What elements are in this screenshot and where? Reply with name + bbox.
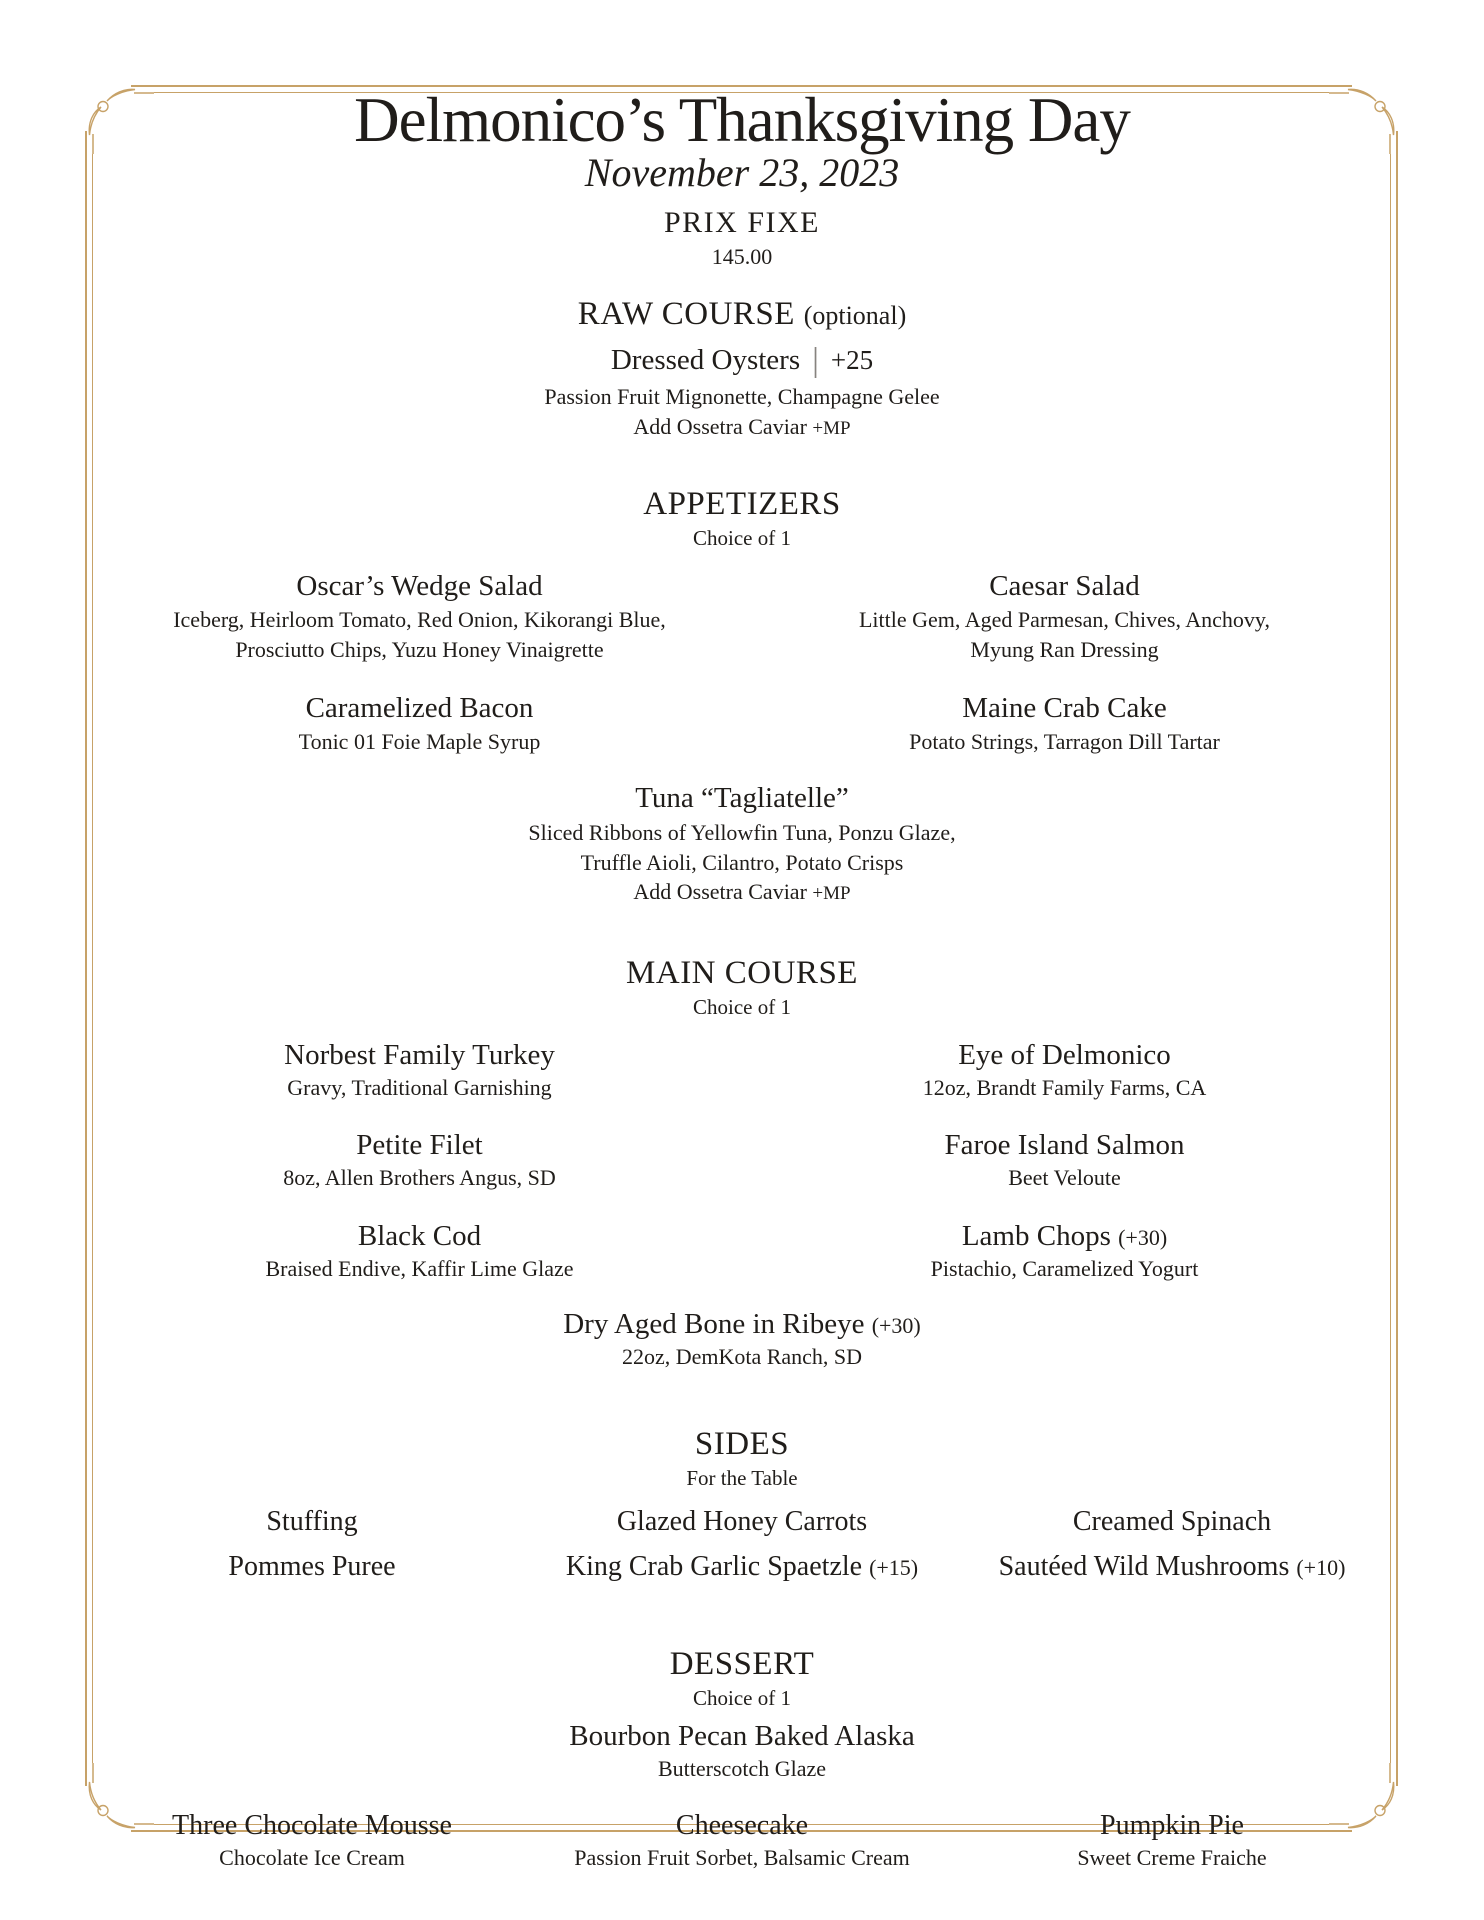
item-name: Caesar Salad [989, 569, 1140, 602]
item-name: Creamed Spinach [1072, 1505, 1272, 1537]
menu-item [97, 781, 1387, 907]
page-title: Delmonico’s Thanksgiving Day [354, 85, 1130, 155]
menu-row [97, 1550, 1387, 1584]
item-name: Stuffing [266, 1505, 358, 1537]
menu-item [742, 691, 1387, 757]
menu-row [97, 1128, 1387, 1192]
menu-item [97, 1219, 742, 1283]
section-heading: MAIN COURSE [626, 955, 858, 992]
menu-row [97, 1809, 1387, 1872]
item-name: Faroe Island Salmon [944, 1129, 1185, 1162]
menu-item [97, 569, 742, 665]
section-sides [97, 1426, 1387, 1584]
item-desc: Beet Veloute [1008, 1165, 1121, 1191]
menu-row [97, 1038, 1387, 1102]
section-note: Choice of 1 [693, 994, 791, 1019]
menu-item [97, 1719, 1387, 1783]
item-name: Lamb Chops (+30) [961, 1219, 1168, 1252]
menu-item [742, 1038, 1387, 1102]
item-desc: Passion Fruit Sorbet, Balsamic Cream [574, 1845, 910, 1871]
item-desc: Pistachio, Caramelized Yogurt [930, 1255, 1199, 1281]
item-price: (+30) [871, 1313, 921, 1339]
item-name: Tuna “Tagliatelle” [635, 782, 849, 815]
item-name: Glazed Honey Carrots [616, 1505, 868, 1537]
price-divider: | [812, 342, 819, 380]
item-desc: Prosciutto Chips, Yuzu Honey Vinaigrette [235, 636, 604, 662]
menu-item [742, 1219, 1387, 1283]
section-heading: SIDES [694, 1425, 790, 1462]
menu-item [97, 1307, 1387, 1371]
menu-item [97, 1128, 742, 1192]
item-name: Caramelized Bacon [305, 691, 534, 724]
item-name: Three Chocolate Mousse [172, 1810, 452, 1842]
addon-price: +MP [812, 417, 851, 439]
item-desc: 22oz, DemKota Ranch, SD [621, 1344, 863, 1370]
item-desc: 12oz, Brandt Family Farms, CA [922, 1074, 1207, 1100]
item-desc: Truffle Aioli, Cilantro, Potato Crisps [580, 849, 904, 875]
section-note: Choice of 1 [693, 525, 791, 550]
item-addon: Add Ossetra Caviar +MP [633, 879, 851, 905]
item-name: Black Cod [357, 1219, 482, 1252]
item-name: Sautéed Wild Mushrooms (+10) [998, 1551, 1346, 1583]
menu-date: November 23, 2023 [584, 150, 900, 196]
menu-item [97, 1038, 742, 1102]
menu-item [742, 1128, 1387, 1192]
item-name: King Crab Garlic Spaetzle (+15) [565, 1551, 919, 1583]
menu-item [742, 569, 1387, 665]
item-name: Norbest Family Turkey [284, 1038, 555, 1071]
item-desc: Chocolate Ice Cream [219, 1845, 405, 1871]
section-heading: RAW COURSE (optional) [577, 296, 907, 333]
menu-row [97, 1505, 1387, 1539]
section-dessert [97, 1646, 1387, 1873]
item-name: Eye of Delmonico [958, 1038, 1171, 1071]
menu-content [97, 0, 1387, 1873]
section-note: For the Table [686, 1465, 798, 1490]
menu-item [957, 1809, 1387, 1872]
item-desc: Braised Endive, Kaffir Lime Glaze [265, 1255, 574, 1281]
item-name: Dry Aged Bone in Ribeye (+30) [563, 1308, 921, 1341]
item-desc: Myung Ran Dressing [970, 636, 1159, 662]
item-price: (+30) [1118, 1224, 1168, 1250]
menu-item [97, 342, 1387, 441]
item-name: Pumpkin Pie [1100, 1810, 1244, 1842]
item-desc: Little Gem, Aged Parmesan, Chives, Anchovy, [858, 607, 1270, 633]
menu-row [97, 1219, 1387, 1283]
item-price: +25 [830, 345, 874, 376]
section-raw-course [97, 296, 1387, 441]
item-addon: Add Ossetra Caviar +MP [633, 413, 851, 439]
menu-row [97, 691, 1387, 757]
menu-row [97, 569, 1387, 665]
item-desc: 8oz, Allen Brothers Angus, SD [283, 1165, 556, 1191]
addon-price: +MP [812, 883, 851, 905]
section-note: Choice of 1 [693, 1685, 791, 1710]
item-name: Maine Crab Cake [962, 691, 1167, 724]
item-price: (+10) [1296, 1555, 1346, 1581]
item-name: Dressed Oysters [610, 344, 801, 377]
item-desc: Iceberg, Heirloom Tomato, Red Onion, Kikorangi Blue, [173, 607, 666, 633]
section-main-course [97, 955, 1387, 1372]
section-heading: DESSERT [669, 1646, 815, 1683]
item-desc: Tonic 01 Foie Maple Syrup [298, 729, 541, 755]
item-name: Cheesecake [675, 1810, 809, 1842]
item-desc: Potato Strings, Tarragon Dill Tartar [909, 729, 1220, 755]
item-name: Oscar’s Wedge Salad [296, 569, 543, 602]
item-desc: Sweet Creme Fraiche [1077, 1845, 1267, 1871]
item-name: Petite Filet [356, 1129, 483, 1162]
prix-fixe-price: 145.00 [711, 244, 773, 270]
menu-item [527, 1809, 957, 1872]
section-appetizers [97, 486, 1387, 907]
item-name: Pommes Puree [228, 1551, 396, 1583]
item-desc: Sliced Ribbons of Yellowfin Tuna, Ponzu Glaze, [528, 819, 956, 845]
item-desc: Butterscotch Glaze [658, 1755, 826, 1781]
item-desc: Passion Fruit Mignonette, Champagne Gelee [544, 384, 940, 410]
item-name: Bourbon Pecan Baked Alaska [569, 1719, 915, 1752]
prix-fixe-label: PRIX FIXE [663, 206, 820, 240]
section-heading-note: (optional) [803, 301, 907, 331]
section-heading: APPETIZERS [643, 485, 841, 522]
menu-item [97, 1809, 527, 1872]
item-desc: Gravy, Traditional Garnishing [287, 1074, 552, 1100]
menu-item [97, 691, 742, 757]
item-price: (+15) [869, 1555, 919, 1581]
